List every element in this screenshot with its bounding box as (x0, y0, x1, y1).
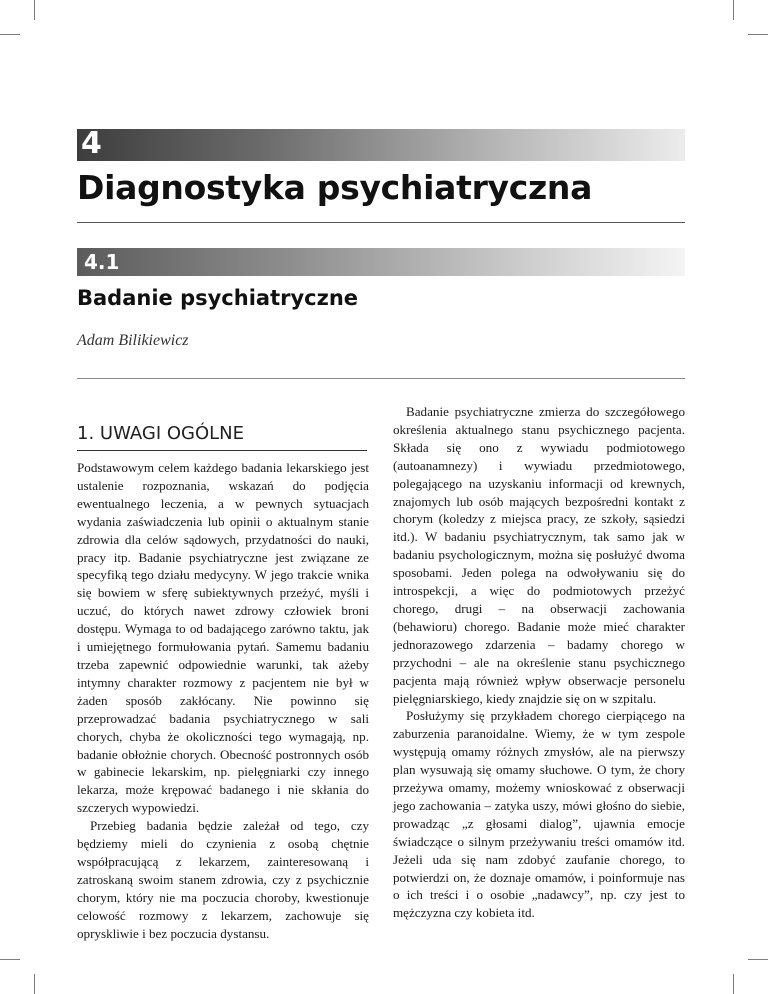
crop-mark (733, 974, 734, 994)
crop-mark (34, 974, 35, 994)
crop-mark (733, 0, 734, 20)
section-number: 4.1 (84, 250, 120, 274)
chapter-number-bar (77, 129, 685, 161)
crop-mark (748, 34, 768, 35)
crop-mark (748, 959, 768, 960)
left-text-column (77, 459, 369, 942)
right-text-column (393, 403, 685, 922)
paragraph: Podstawowym celem każdego badania lekarskiego jest ustalenie rozpoznania, wskazań do podjęcia ewentualnego leczenia, a w pewnych sytuacjach wydania zaświadczenia lub opinii o aktualnym stanie zdrowia dla celów sądowych, przydatności do nauki, pracy itp. Badanie psychiatryczne jest związane ze specyfiką tego działu medycyny. W jego trakcie wnika się bowiem w sferę subiektywnych przeżyć, myśli i uczuć, do których nawet zdrowy człowiek broni dostępu. Wymaga to od badającego zarówno taktu, jak i umiejętnego formułowania pytań. Samemu badaniu trzeba zapewnić odpowiednie warunki, tak ażeby intymny charakter rozmowy z pacjentem nie był w żaden sposób zakłócany. Nie powinno się przeprowadzać badania psychiatrycznego w sali chorych, chyba że okoliczności tego wymagają, np. badanie obłożnie chorych. Obecność postronnych osób w gabinecie lekarskim, np. pielęgniarki czy innego lekarza, może krępować badanego i nie skłania do szczerych wypowiedzi. (77, 460, 369, 816)
section-title: Badanie psychiatryczne (77, 286, 359, 310)
chapter-title-rule (77, 222, 685, 223)
crop-mark (0, 34, 20, 35)
section-number-bar (77, 248, 685, 276)
subsection-title: 1. UWAGI OGÓLNE (77, 423, 245, 444)
paragraph: Badanie psychiatryczne zmierza do szczegółowego określenia aktualnego stanu psychicznego pacjenta. Składa się ono z wywiadu podmiotowego (autoanamnezy) i wywiadu przedmiotowego, polegającego na uzyskaniu informacji od krewnych, znajomych lub osób mających bezpośredni kontakt z chorym (koledzy z miejsca pracy, ze szkoły, sąsiedzi itd.). W badaniu psychiatrycznym, tak samo jak w badaniu psychologicznym, można się posłużyć dwoma sposobami. Jeden polega na odwoływaniu się do introspekcji, a więc do podmiotowych przeżyć chorego, drugi – na obserwacji zachowania (behawioru) chorego. Badanie może mieć charakter jednorazowego zdarzenia – badamy chorego w przychodni – ale na określenie stanu psychicznego pacjenta mają również wpływ obserwacje personelu pielęgniarskiego, kiedy znajdzie się on w szpitalu. (393, 404, 685, 706)
paragraph: Przebieg badania będzie zależał od tego, czy będziemy mieli do czynienia z osobą chętnie współpracującą z lekarzem, zainteresowaną i zatroskaną swoim stanem zdrowia, czy z psychicznie chorym, który nie ma poczucia choroby, kwestionuje celowość rozmowy z lekarzem, zachowuje się opryskliwie i bez poczucia dystansu. (77, 818, 369, 941)
chapter-title: Diagnostyka psychiatryczna (77, 168, 593, 207)
author-name: Adam Bilikiewicz (77, 332, 189, 349)
chapter-number: 4 (81, 126, 102, 161)
crop-mark (34, 0, 35, 20)
section-divider-rule (77, 378, 685, 379)
paragraph: Posłużymy się przykładem chorego cierpiącego na zaburzenia paranoidalne. Wiemy, że w tym zespole występują omamy różnych zmysłów, ale na pierwszy plan wysuwają się omamy słuchowe. O tym, że chory przeżywa omamy, możemy wnioskować z obserwacji jego zachowania – zatyka uszy, mówi głośno do siebie, prowadząc „z głosami dialog”, ujawnia emocje świadczące o silnym przeżywaniu treści omamów itd. Jeżeli uda się nam zdobyć zaufanie chorego, to potwierdzi on, że doznaje omamów, i poinformuje nas o ich treści i o osobie „nadawcy”, np. czy jest to mężczyzna czy kobieta itd. (393, 708, 685, 921)
subsection-rule (77, 450, 367, 451)
crop-mark (0, 959, 20, 960)
